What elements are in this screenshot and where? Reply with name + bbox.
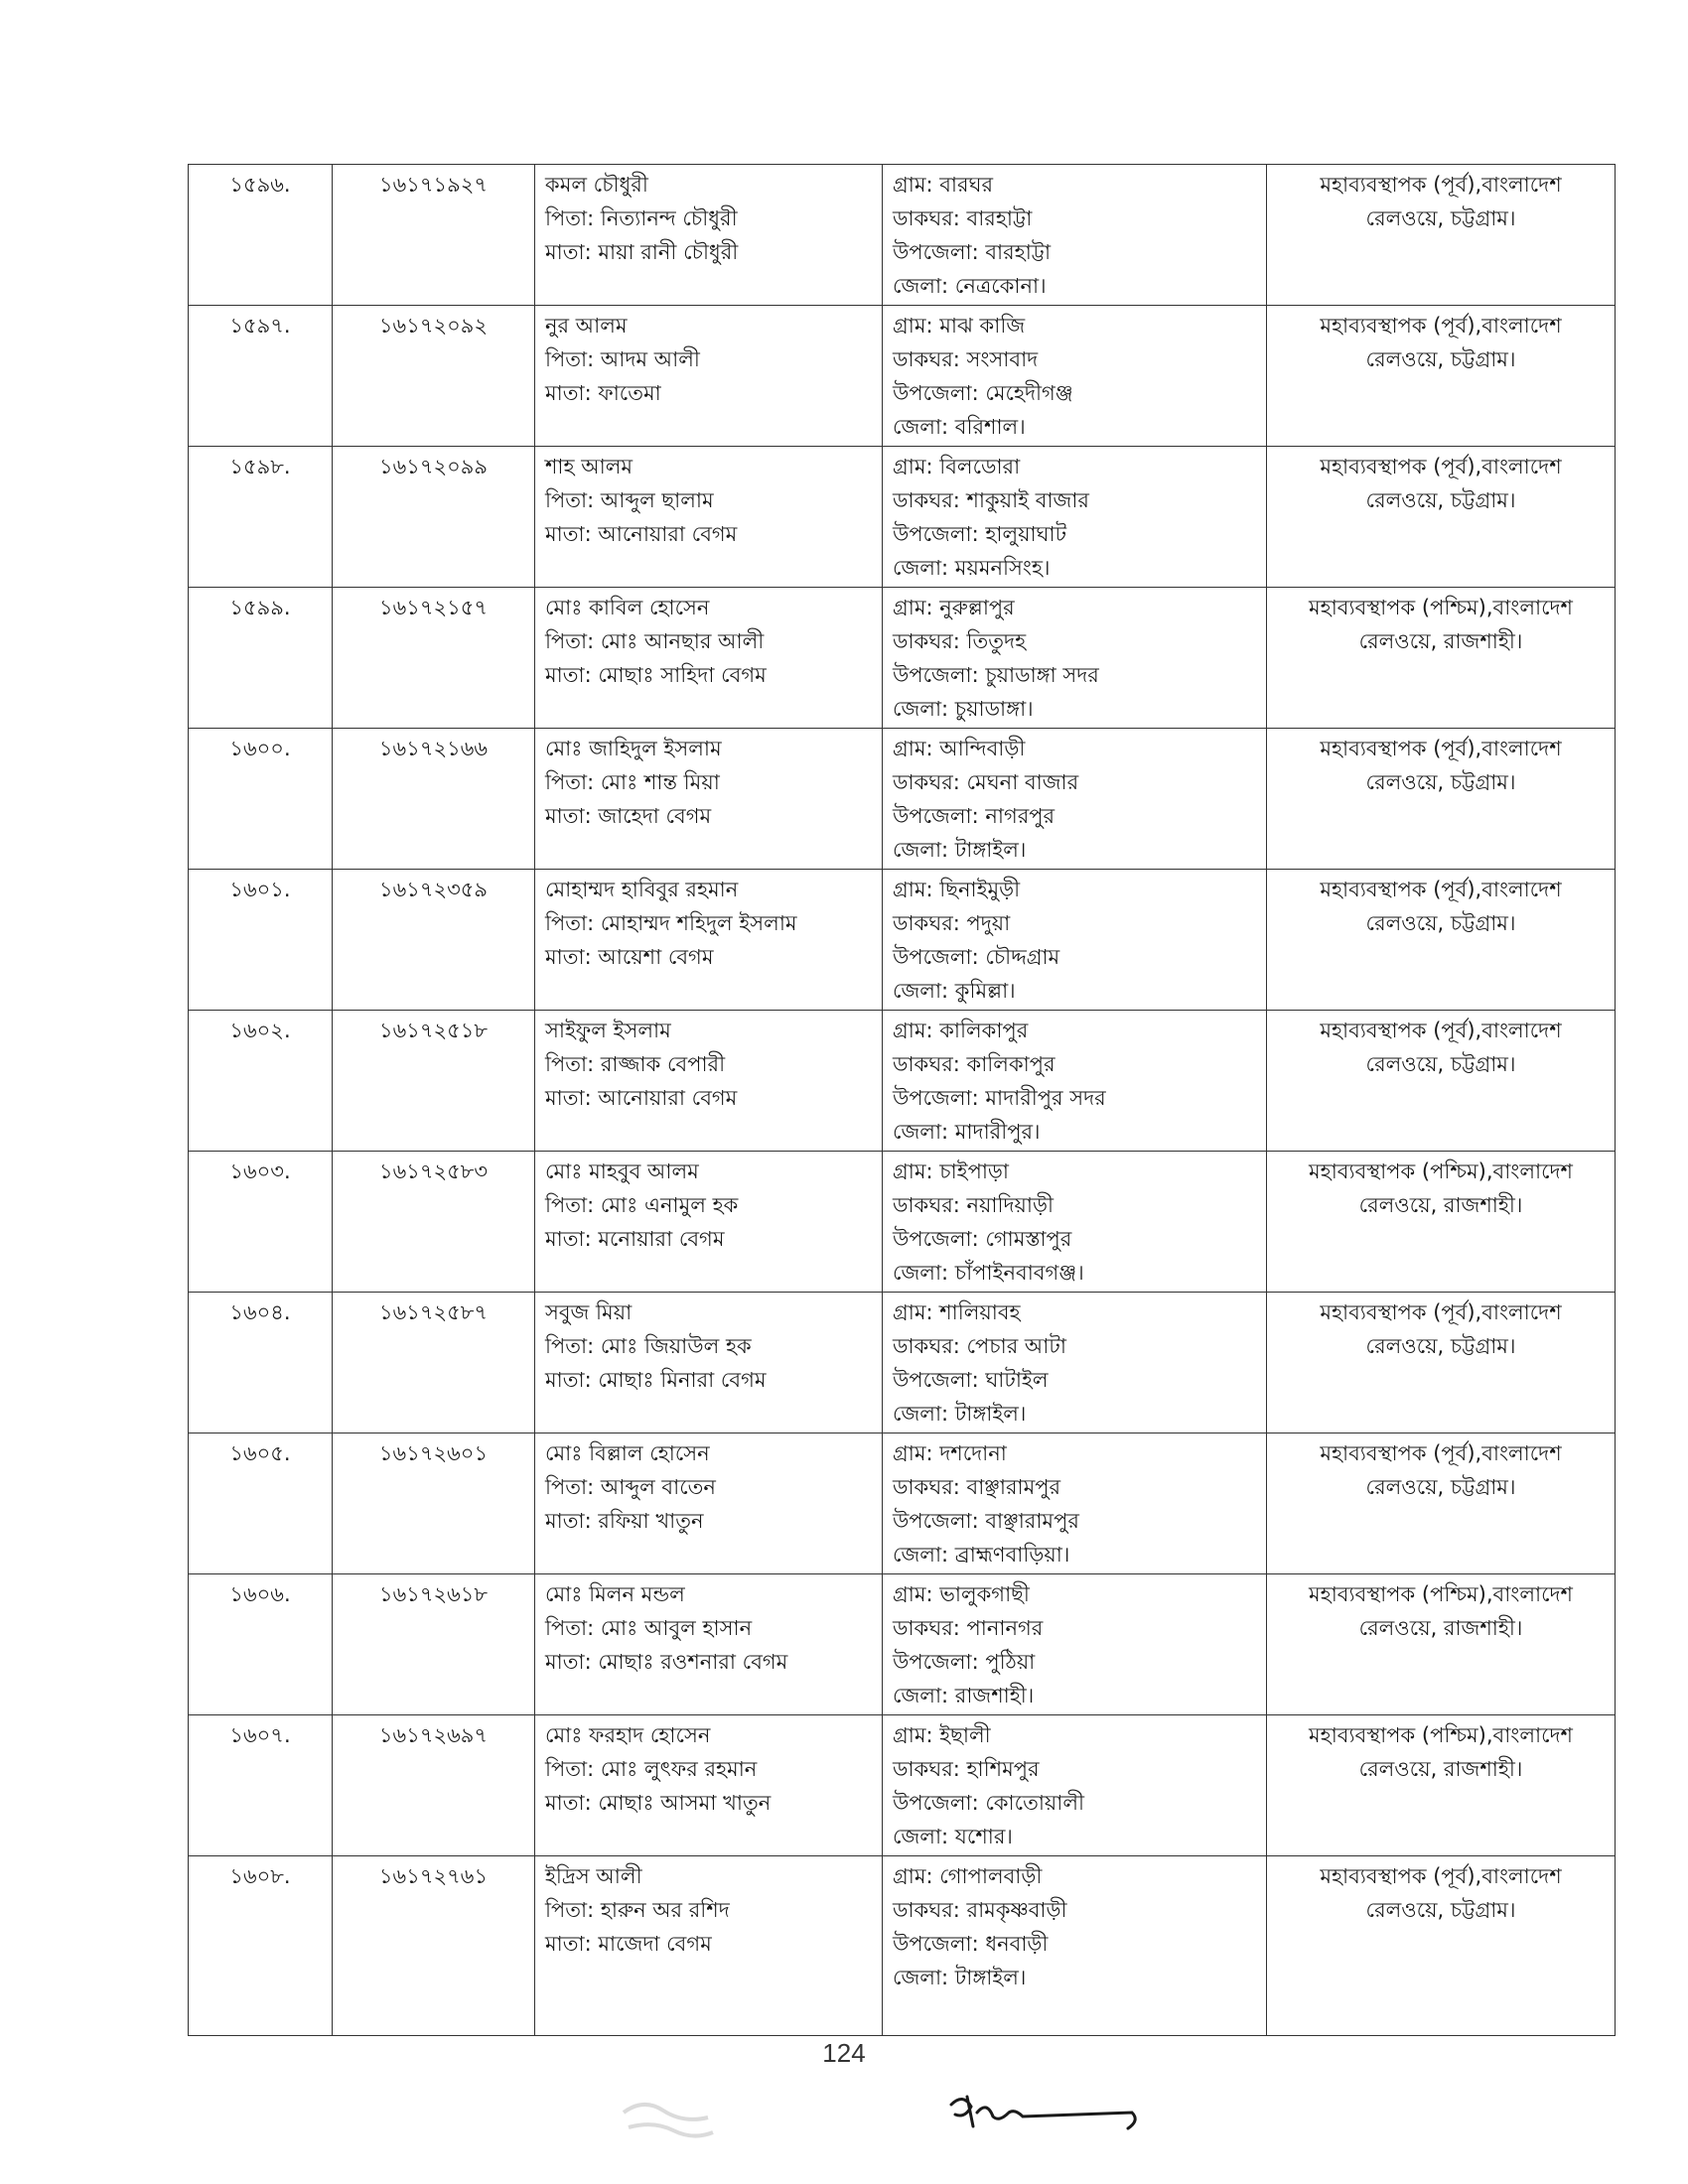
candidate-name: ইদ্রিস আলী (545, 1864, 642, 1888)
mother-name: মাতা: আনোয়ারা বেগম (545, 522, 738, 546)
table-row (189, 1433, 1616, 1574)
address-district: জেলা: নেত্রকোনা। (893, 274, 1047, 298)
address-cell (883, 1433, 1267, 1574)
table-row (189, 1574, 1616, 1715)
office-line-1: মহাব্যবস্থাপক (পূর্ব),বাংলাদেশ (1320, 455, 1562, 478)
records-table (188, 164, 1616, 2036)
address-village: গ্রাম: আন্দিবাড়ী (893, 737, 1026, 760)
address-district: জেলা: ব্রাহ্মণবাড়িয়া। (893, 1543, 1070, 1567)
office-line-1: মহাব্যবস্থাপক (পশ্চিম),বাংলাদেশ (1309, 1160, 1573, 1183)
roll-cell (333, 1433, 535, 1574)
roll-number: ১৬১৭২৭৬১ (378, 1864, 489, 1888)
office-cell (1267, 1011, 1616, 1152)
table-row (189, 1152, 1616, 1293)
address-village: গ্রাম: বারঘর (893, 173, 994, 197)
table-row (189, 1856, 1616, 2036)
roll-number: ১৬১৭২৫৮৭ (378, 1300, 489, 1324)
roll-number: ১৬১৭২৬১৮ (378, 1582, 489, 1606)
roll-number: ১৬১৭২০৯২ (378, 314, 489, 338)
father-name: পিতা: মোহাম্মদ শহিদুল ইসলাম (545, 911, 797, 935)
table-row (189, 729, 1616, 870)
office-line-1: মহাব্যবস্থাপক (পশ্চিম),বাংলাদেশ (1309, 596, 1573, 619)
roll-number: ১৬১৭২৩৫৯ (378, 878, 489, 901)
records-table-body (189, 165, 1616, 2036)
roll-cell (333, 1152, 535, 1293)
address-village: গ্রাম: শালিয়াবহ (893, 1300, 1021, 1324)
father-name: পিতা: নিত্যানন্দ চৌধুরী (545, 206, 738, 230)
candidate-name: মোঃ জাহিদুল ইসলাম (545, 737, 722, 760)
address-upazila: উপজেলা: ধনবাড়ী (893, 1932, 1049, 1956)
address-village: গ্রাম: চাইপাড়া (893, 1160, 1010, 1183)
address-district: জেলা: যশোর। (893, 1825, 1013, 1848)
address-upazila: উপজেলা: বাঞ্ছারামপুর (893, 1509, 1079, 1533)
office-cell (1267, 1152, 1616, 1293)
father-name: পিতা: মোঃ আনছার আলী (545, 629, 765, 653)
roll-cell (333, 1011, 535, 1152)
page-number: 124 (822, 2038, 866, 2068)
address-post-office: ডাকঘর: নয়াদিয়াড়ী (893, 1193, 1055, 1217)
office-line-2: রেলওয়ে, রাজশাহী। (1358, 1616, 1523, 1640)
table-row (189, 1011, 1616, 1152)
address-cell (883, 447, 1267, 588)
address-district: জেলা: চাঁপাইনবাবগঞ্জ। (893, 1261, 1084, 1285)
candidate-name: মোঃ কাবিল হোসেন (545, 596, 710, 619)
signature (943, 2083, 1142, 2142)
office-cell (1267, 165, 1616, 306)
address-cell (883, 588, 1267, 729)
table-row (189, 1293, 1616, 1433)
candidate-name: কমল চৌধুরী (545, 173, 648, 197)
candidate-name: নুর আলম (545, 314, 628, 338)
father-name: পিতা: আব্দুল ছালাম (545, 488, 714, 512)
roll-cell (333, 165, 535, 306)
address-post-office: ডাকঘর: পেচার আটা (893, 1334, 1066, 1358)
address-cell (883, 1293, 1267, 1433)
serial-number: ১৬০৬. (229, 1582, 291, 1606)
office-line-1: মহাব্যবস্থাপক (পূর্ব),বাংলাদেশ (1320, 1441, 1562, 1465)
mother-name: মাতা: মাজেদা বেগম (545, 1932, 712, 1956)
address-upazila: উপজেলা: চুয়াডাঙ্গা সদর (893, 663, 1099, 687)
scan-smudge (614, 2093, 723, 2142)
father-name: পিতা: রাজ্জাক বেপারী (545, 1052, 726, 1076)
serial-number: ১৬০৮. (229, 1864, 291, 1888)
address-district: জেলা: চুয়াডাঙ্গা। (893, 697, 1034, 721)
serial-cell (189, 447, 333, 588)
address-district: জেলা: টাঙ্গাইল। (893, 1402, 1027, 1426)
roll-number: ১৬১৭২৫১৮ (378, 1019, 489, 1042)
address-post-office: ডাকঘর: শাকুয়াই বাজার (893, 488, 1089, 512)
office-cell (1267, 1715, 1616, 1856)
office-line-1: মহাব্যবস্থাপক (পূর্ব),বাংলাদেশ (1320, 1864, 1562, 1888)
serial-cell (189, 870, 333, 1011)
roll-number: ১৬১৭২১৬৬ (378, 737, 489, 760)
address-upazila: উপজেলা: চৌদ্দগ্রাম (893, 945, 1060, 969)
roll-cell (333, 1856, 535, 2036)
office-line-1: মহাব্যবস্থাপক (পূর্ব),বাংলাদেশ (1320, 737, 1562, 760)
name-cell (535, 588, 883, 729)
office-cell (1267, 1574, 1616, 1715)
office-cell (1267, 1433, 1616, 1574)
father-name: পিতা: মোঃ লুৎফর রহমান (545, 1757, 758, 1781)
serial-cell (189, 588, 333, 729)
address-village: গ্রাম: বিলডোরা (893, 455, 1021, 478)
candidate-name: সবুজ মিয়া (545, 1300, 633, 1324)
serial-number: ১৬০২. (229, 1019, 291, 1042)
address-district: জেলা: টাঙ্গাইল। (893, 1966, 1027, 1989)
office-cell (1267, 447, 1616, 588)
serial-cell (189, 1715, 333, 1856)
address-district: জেলা: মাদারীপুর। (893, 1120, 1041, 1144)
mother-name: মাতা: মনোয়ারা বেগম (545, 1227, 725, 1251)
address-village: গ্রাম: মাঝ কাজি (893, 314, 1026, 338)
address-post-office: ডাকঘর: তিতুদহ (893, 629, 1027, 653)
father-name: পিতা: আদম আলী (545, 347, 700, 371)
candidate-name: মোঃ বিল্লাল হোসেন (545, 1441, 710, 1465)
address-upazila: উপজেলা: মাদারীপুর সদর (893, 1086, 1106, 1110)
address-upazila: উপজেলা: পুঠিয়া (893, 1650, 1036, 1674)
address-post-office: ডাকঘর: হাশিমপুর (893, 1757, 1040, 1781)
address-cell (883, 1152, 1267, 1293)
serial-number: ১৬০৩. (229, 1160, 291, 1183)
mother-name: মাতা: মোছাঃ রওশনারা বেগম (545, 1650, 788, 1674)
office-line-1: মহাব্যবস্থাপক (পশ্চিম),বাংলাদেশ (1309, 1723, 1573, 1747)
name-cell (535, 1715, 883, 1856)
name-cell (535, 1574, 883, 1715)
mother-name: মাতা: মায়া রানী চৌধুরী (545, 240, 739, 264)
serial-number: ১৬০৪. (229, 1300, 291, 1324)
serial-number: ১৫৯৬. (229, 173, 291, 197)
name-cell (535, 729, 883, 870)
office-line-1: মহাব্যবস্থাপক (পশ্চিম),বাংলাদেশ (1309, 1582, 1573, 1606)
name-cell (535, 1856, 883, 2036)
serial-number: ১৫৯৯. (229, 596, 291, 619)
roll-number: ১৬১৭২৬৯৭ (378, 1723, 489, 1747)
mother-name: মাতা: জাহেদা বেগম (545, 804, 712, 828)
office-line-2: রেলওয়ে, চট্টগ্রাম। (1365, 1475, 1516, 1499)
address-upazila: উপজেলা: ঘাটাইল (893, 1368, 1049, 1392)
address-upazila: উপজেলা: মেহেদীগঞ্জ (893, 381, 1073, 405)
father-name: পিতা: মোঃ আবুল হাসান (545, 1616, 753, 1640)
address-cell (883, 870, 1267, 1011)
serial-cell (189, 729, 333, 870)
table-row (189, 1715, 1616, 1856)
table-row (189, 588, 1616, 729)
office-line-2: রেলওয়ে, চট্টগ্রাম। (1365, 1334, 1516, 1358)
candidate-name: শাহ আলম (545, 455, 633, 478)
roll-cell (333, 1574, 535, 1715)
candidate-name: মোঃ ফরহাদ হোসেন (545, 1723, 711, 1747)
address-district: জেলা: রাজশাহী। (893, 1684, 1035, 1707)
table-row (189, 870, 1616, 1011)
table-row (189, 165, 1616, 306)
address-district: জেলা: কুমিল্লা। (893, 979, 1016, 1003)
father-name: পিতা: মোঃ এনামুল হক (545, 1193, 739, 1217)
roll-cell (333, 1715, 535, 1856)
office-cell (1267, 1293, 1616, 1433)
name-cell (535, 306, 883, 447)
address-cell (883, 165, 1267, 306)
father-name: পিতা: মোঃ শান্ত মিয়া (545, 770, 720, 794)
office-line-1: মহাব্যবস্থাপক (পূর্ব),বাংলাদেশ (1320, 314, 1562, 338)
office-line-1: মহাব্যবস্থাপক (পূর্ব),বাংলাদেশ (1320, 173, 1562, 197)
office-line-2: রেলওয়ে, চট্টগ্রাম। (1365, 488, 1516, 512)
father-name: পিতা: আব্দুল বাতেন (545, 1475, 716, 1499)
office-line-2: রেলওয়ে, চট্টগ্রাম। (1365, 1898, 1516, 1922)
office-line-2: রেলওয়ে, রাজশাহী। (1358, 1193, 1523, 1217)
serial-number: ১৬০০. (229, 737, 291, 760)
office-cell (1267, 588, 1616, 729)
roll-number: ১৬১৭২০৯৯ (378, 455, 489, 478)
address-upazila: উপজেলা: নাগরপুর (893, 804, 1055, 828)
name-cell (535, 165, 883, 306)
address-cell (883, 1011, 1267, 1152)
address-upazila: উপজেলা: বারহাট্টা (893, 240, 1052, 264)
roll-number: ১৬১৭২১৫৭ (378, 596, 489, 619)
mother-name: মাতা: মোছাঃ সাহিদা বেগম (545, 663, 767, 687)
address-post-office: ডাকঘর: সংসাবাদ (893, 347, 1039, 371)
address-cell (883, 729, 1267, 870)
serial-cell (189, 1011, 333, 1152)
address-post-office: ডাকঘর: পদুয়া (893, 911, 1011, 935)
serial-cell (189, 1152, 333, 1293)
address-village: গ্রাম: ছিনাইমুড়ী (893, 878, 1021, 901)
name-cell (535, 870, 883, 1011)
name-cell (535, 1011, 883, 1152)
address-village: গ্রাম: ভালুকগাছী (893, 1582, 1030, 1606)
father-name: পিতা: মোঃ জিয়াউল হক (545, 1334, 752, 1358)
office-line-1: মহাব্যবস্থাপক (পূর্ব),বাংলাদেশ (1320, 878, 1562, 901)
candidate-name: সাইফুল ইসলাম (545, 1019, 671, 1042)
serial-cell (189, 1433, 333, 1574)
mother-name: মাতা: মোছাঃ মিনারা বেগম (545, 1368, 767, 1392)
serial-number: ১৫৯৭. (229, 314, 291, 338)
table-row (189, 447, 1616, 588)
address-village: গ্রাম: কালিকাপুর (893, 1019, 1029, 1042)
candidate-name: মোঃ মাহবুব আলম (545, 1160, 699, 1183)
serial-cell (189, 1293, 333, 1433)
office-line-2: রেলওয়ে, চট্টগ্রাম। (1365, 911, 1516, 935)
office-line-1: মহাব্যবস্থাপক (পূর্ব),বাংলাদেশ (1320, 1300, 1562, 1324)
mother-name: মাতা: আনোয়ারা বেগম (545, 1086, 738, 1110)
office-cell (1267, 306, 1616, 447)
serial-number: ১৬০৭. (229, 1723, 291, 1747)
address-upazila: উপজেলা: কোতোয়ালী (893, 1791, 1085, 1815)
roll-number: ১৬১৭২৬০১ (378, 1441, 489, 1465)
father-name: পিতা: হারুন অর রশিদ (545, 1898, 730, 1922)
office-line-2: রেলওয়ে, রাজশাহী। (1358, 629, 1523, 653)
office-line-2: রেলওয়ে, রাজশাহী। (1358, 1757, 1523, 1781)
serial-number: ১৬০১. (229, 878, 291, 901)
serial-cell (189, 165, 333, 306)
office-line-2: রেলওয়ে, চট্টগ্রাম। (1365, 206, 1516, 230)
name-cell (535, 1293, 883, 1433)
serial-cell (189, 1856, 333, 2036)
candidate-name: মোহাম্মদ হাবিবুর রহমান (545, 878, 739, 901)
address-upazila: উপজেলা: হালুয়াঘাট (893, 522, 1067, 546)
address-post-office: ডাকঘর: পানানগর (893, 1616, 1044, 1640)
candidate-name: মোঃ মিলন মন্ডল (545, 1582, 685, 1606)
address-village: গ্রাম: নুরুল্লাপুর (893, 596, 1015, 619)
office-line-1: মহাব্যবস্থাপক (পূর্ব),বাংলাদেশ (1320, 1019, 1562, 1042)
address-upazila: উপজেলা: গোমস্তাপুর (893, 1227, 1072, 1251)
name-cell (535, 1152, 883, 1293)
address-village: গ্রাম: গোপালবাড়ী (893, 1864, 1043, 1888)
address-cell (883, 1856, 1267, 2036)
address-district: জেলা: বরিশাল। (893, 415, 1026, 439)
mother-name: মাতা: আয়েশা বেগম (545, 945, 714, 969)
name-cell (535, 1433, 883, 1574)
office-line-2: রেলওয়ে, চট্টগ্রাম। (1365, 347, 1516, 371)
address-village: গ্রাম: দশদোনা (893, 1441, 1007, 1465)
roll-cell (333, 729, 535, 870)
office-cell (1267, 1856, 1616, 2036)
roll-number: ১৬১৭১৯২৭ (378, 173, 489, 197)
serial-number: ১৬০৫. (229, 1441, 291, 1465)
address-cell (883, 1715, 1267, 1856)
roll-number: ১৬১৭২৫৮৩ (378, 1160, 489, 1183)
roll-cell (333, 1293, 535, 1433)
address-district: জেলা: টাঙ্গাইল। (893, 838, 1027, 862)
address-post-office: ডাকঘর: বাঞ্ছারামপুর (893, 1475, 1061, 1499)
mother-name: মাতা: মোছাঃ আসমা খাতুন (545, 1791, 772, 1815)
address-cell (883, 1574, 1267, 1715)
address-village: গ্রাম: ইছালী (893, 1723, 991, 1747)
roll-cell (333, 447, 535, 588)
office-line-2: রেলওয়ে, চট্টগ্রাম। (1365, 1052, 1516, 1076)
roll-cell (333, 588, 535, 729)
address-post-office: ডাকঘর: কালিকাপুর (893, 1052, 1055, 1076)
address-district: জেলা: ময়মনসিংহ। (893, 556, 1051, 580)
office-cell (1267, 870, 1616, 1011)
mother-name: মাতা: ফাতেমা (545, 381, 661, 405)
address-post-office: ডাকঘর: রামকৃষ্ণবাড়ী (893, 1898, 1067, 1922)
roll-cell (333, 306, 535, 447)
name-cell (535, 447, 883, 588)
office-line-2: রেলওয়ে, চট্টগ্রাম। (1365, 770, 1516, 794)
mother-name: মাতা: রফিয়া খাতুন (545, 1509, 704, 1533)
address-cell (883, 306, 1267, 447)
serial-number: ১৫৯৮. (229, 455, 291, 478)
roll-cell (333, 870, 535, 1011)
table-row (189, 306, 1616, 447)
office-cell (1267, 729, 1616, 870)
address-post-office: ডাকঘর: মেঘনা বাজার (893, 770, 1079, 794)
address-post-office: ডাকঘর: বারহাট্টা (893, 206, 1033, 230)
serial-cell (189, 306, 333, 447)
serial-cell (189, 1574, 333, 1715)
